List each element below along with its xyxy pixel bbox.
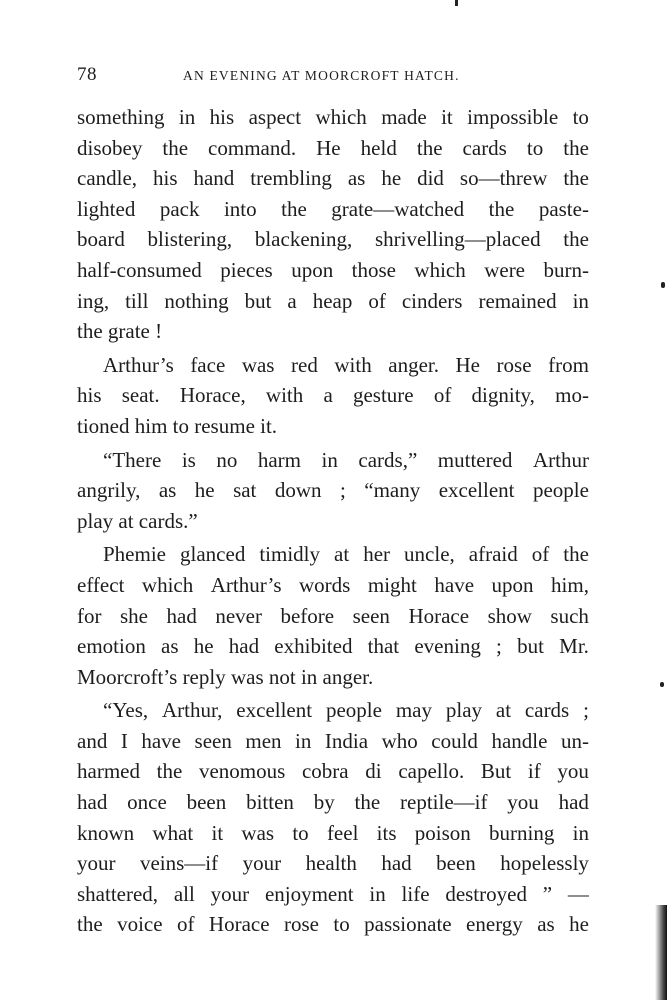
word: the <box>354 790 381 815</box>
word: your <box>242 851 282 876</box>
word: a <box>323 383 333 408</box>
word: in <box>572 288 589 313</box>
word: had <box>166 603 197 628</box>
word: cards <box>524 698 570 723</box>
word: harm <box>257 447 302 472</box>
text-line <box>77 787 589 818</box>
text-line <box>77 631 589 662</box>
word: for <box>77 603 102 628</box>
word: Arthur’s <box>210 572 282 597</box>
word: it <box>441 105 453 129</box>
word: the <box>563 227 589 252</box>
word: may <box>395 698 432 723</box>
word: effect <box>77 572 125 597</box>
word: uncle, <box>404 542 455 567</box>
text-line <box>77 570 589 601</box>
word: half-consumed <box>77 257 202 282</box>
word: health <box>305 851 357 876</box>
word: Horace <box>208 912 270 937</box>
page-number: 78 <box>77 64 97 85</box>
ink-speck <box>455 0 458 6</box>
text-line <box>77 879 589 910</box>
word: held <box>360 135 397 160</box>
word: reptile—if <box>400 790 488 815</box>
text-line <box>77 756 589 787</box>
word: in <box>572 820 589 845</box>
word: exhibited <box>274 634 353 659</box>
text-line: the grate ! <box>77 319 163 344</box>
word: your <box>210 881 250 906</box>
text-line <box>77 818 589 849</box>
word: — <box>567 881 589 906</box>
word: ing, <box>77 288 110 313</box>
word: nothing <box>164 288 229 313</box>
word: venomous <box>198 759 286 784</box>
text-line <box>77 445 589 476</box>
word: hopelessly <box>500 851 589 876</box>
word: blistering, <box>147 227 233 252</box>
word: angrily, <box>77 478 141 503</box>
word: aspect <box>248 105 302 129</box>
word: its <box>376 820 397 845</box>
text-line <box>77 133 589 164</box>
text-line: play at cards.” <box>77 508 198 533</box>
word: the <box>156 759 183 784</box>
word: been <box>436 851 476 876</box>
word: had <box>77 790 108 815</box>
word: emotion <box>77 634 146 659</box>
word: candle, <box>77 166 138 191</box>
word: he <box>194 478 215 503</box>
word: burning <box>489 820 555 845</box>
text-line <box>77 726 589 757</box>
word: lighted <box>77 196 136 221</box>
word: of <box>531 542 550 567</box>
word: you <box>557 759 589 784</box>
word: so—threw <box>459 166 548 191</box>
word: “Yes, <box>103 698 149 723</box>
word: harmed <box>77 759 140 784</box>
word: of <box>433 383 452 408</box>
word: heap <box>312 288 353 313</box>
word: is <box>181 447 196 472</box>
word: might <box>367 572 417 597</box>
word: trembling <box>250 166 332 191</box>
word: she <box>120 603 148 628</box>
word: cards,” <box>358 447 418 472</box>
word: He <box>316 135 341 160</box>
word: which <box>414 257 466 282</box>
word: the <box>77 912 103 937</box>
word: in <box>295 728 312 753</box>
word: your <box>77 851 116 876</box>
word: energy <box>466 912 523 937</box>
word: as <box>158 478 177 503</box>
word: the <box>416 135 443 160</box>
word: his <box>77 383 102 408</box>
word: but <box>517 634 544 659</box>
word: his <box>209 105 235 129</box>
word: cards <box>462 135 507 160</box>
word: was <box>241 352 275 377</box>
word: “many <box>364 478 421 503</box>
word: had <box>381 851 412 876</box>
word: he <box>193 634 214 659</box>
text-line <box>77 224 589 255</box>
word: and <box>77 728 108 753</box>
word: “There <box>103 447 162 472</box>
word: timidly <box>259 542 321 567</box>
word: been <box>186 790 227 815</box>
word: shattered, <box>77 881 159 906</box>
word: no <box>216 447 238 472</box>
word: were <box>484 257 526 282</box>
word: as <box>347 166 366 191</box>
word: by <box>313 790 335 815</box>
word: could <box>431 728 478 753</box>
word: but <box>244 288 272 313</box>
text-line: Moorcroft’s reply was not in anger. <box>77 664 374 689</box>
word: the <box>281 196 307 221</box>
word: He <box>455 352 481 377</box>
text-line <box>77 475 589 506</box>
word: words <box>299 572 351 597</box>
word: did <box>417 166 444 191</box>
word: But <box>480 759 512 784</box>
word: Horace <box>408 603 470 628</box>
word: anger. <box>388 352 439 377</box>
word: was <box>241 820 275 845</box>
word: rose <box>496 352 532 377</box>
word: which <box>141 572 194 597</box>
text-line <box>77 350 589 381</box>
word: pack <box>159 196 200 221</box>
word: upon <box>291 257 334 282</box>
word: if <box>527 759 541 784</box>
word: board <box>77 227 125 252</box>
page-header <box>77 64 589 88</box>
text-line: tioned him to resume it. <box>77 413 278 438</box>
word: command. <box>208 135 297 160</box>
word: in <box>178 105 196 129</box>
word: into <box>223 196 257 221</box>
word: show <box>487 603 532 628</box>
body-text <box>77 102 589 940</box>
text-line <box>77 380 589 411</box>
word: something <box>77 105 165 129</box>
word: voice <box>117 912 163 937</box>
word: Arthur <box>532 447 589 472</box>
word: you <box>507 790 539 815</box>
word: afraid <box>468 542 518 567</box>
text-line <box>77 695 589 726</box>
word: of <box>176 912 195 937</box>
word: people <box>325 698 382 723</box>
word: bitten <box>246 790 294 815</box>
word: excellent <box>236 698 313 723</box>
word: India <box>324 728 369 753</box>
word: remained <box>478 288 557 313</box>
word: shrivelling—placed <box>374 227 541 252</box>
word: blackening, <box>254 227 353 252</box>
word: as <box>161 634 179 659</box>
word: with <box>265 383 304 408</box>
word: veins—if <box>139 851 219 876</box>
word: it <box>211 820 224 845</box>
word: mo- <box>555 383 589 408</box>
text-line <box>77 601 589 632</box>
text-line <box>77 194 589 225</box>
word: burn- <box>543 257 589 282</box>
word: to <box>572 105 589 129</box>
word: handle <box>491 728 548 753</box>
word: excellent <box>438 478 515 503</box>
word: gesture <box>352 383 414 408</box>
word: with <box>334 352 372 377</box>
word: the <box>488 196 515 221</box>
word: to <box>333 912 350 937</box>
word: all <box>173 881 195 906</box>
word: feel <box>326 820 359 845</box>
word: Phemie <box>103 542 166 567</box>
text-line <box>77 909 589 940</box>
running-head: AN EVENING AT MOORCROFT HATCH. <box>183 68 460 83</box>
word: ” <box>542 881 553 906</box>
word: made <box>381 105 427 129</box>
word: in <box>369 881 386 906</box>
word: glanced <box>180 542 246 567</box>
word: her <box>363 542 391 567</box>
word: impossible <box>467 105 559 129</box>
word: pieces <box>220 257 273 282</box>
word: till <box>125 288 149 313</box>
word: play <box>445 698 483 723</box>
word: from <box>548 352 589 377</box>
word: at <box>495 698 512 723</box>
word: him, <box>551 572 589 597</box>
word: he <box>569 912 589 937</box>
word: muttered <box>437 447 513 472</box>
text-line <box>77 102 589 133</box>
word: the <box>162 135 189 160</box>
word: have <box>434 572 475 597</box>
word: a <box>287 288 297 313</box>
word: paste- <box>538 196 589 221</box>
word: poison <box>414 820 471 845</box>
word: in <box>321 447 338 472</box>
text-line <box>77 255 589 286</box>
word: evening <box>414 634 481 659</box>
word: the <box>563 135 589 160</box>
word: that <box>367 634 400 659</box>
ink-speck <box>660 682 664 687</box>
word: had <box>228 634 260 659</box>
word: Mr. <box>559 634 589 659</box>
word: ; <box>496 634 502 659</box>
word: men <box>245 728 282 753</box>
word: to <box>292 820 309 845</box>
word: cobra <box>301 759 349 784</box>
word: un- <box>560 728 589 753</box>
word: I <box>120 728 128 753</box>
ink-speck <box>661 282 665 288</box>
word: ; <box>339 478 346 503</box>
word: di <box>365 759 382 784</box>
word: which <box>315 105 367 129</box>
word: never <box>215 603 262 628</box>
word: who <box>381 728 418 753</box>
word: hand <box>193 166 235 191</box>
word: the <box>563 166 589 191</box>
word: Arthur’s <box>103 352 174 377</box>
word: upon <box>491 572 534 597</box>
word: down <box>274 478 322 503</box>
word: dignity, <box>471 383 535 408</box>
word: seen <box>194 728 232 753</box>
word: at <box>334 542 350 567</box>
text-line <box>77 163 589 194</box>
word: known <box>77 820 135 845</box>
word: had <box>558 790 589 815</box>
word: face <box>190 352 226 377</box>
word: life <box>401 881 430 906</box>
text-line <box>77 848 589 879</box>
text-line <box>77 286 589 317</box>
word: those <box>351 257 396 282</box>
word: capello. <box>398 759 465 784</box>
word: cinders <box>401 288 463 313</box>
word: disobey <box>77 135 143 160</box>
word: red <box>291 352 318 377</box>
word: such <box>550 603 589 628</box>
word: people <box>532 478 589 503</box>
word: to <box>526 135 544 160</box>
word: of <box>368 288 386 313</box>
word: sat <box>233 478 257 503</box>
word: seat. <box>121 383 160 408</box>
word: seen <box>352 603 390 628</box>
text-line <box>77 539 589 570</box>
word: as <box>537 912 555 937</box>
word: once <box>127 790 167 815</box>
word: his <box>153 166 178 191</box>
word: have <box>141 728 182 753</box>
page-edge-shadow <box>655 905 667 1000</box>
word: rose <box>283 912 319 937</box>
word: enjoyment <box>264 881 354 906</box>
word: Arthur, <box>162 698 223 723</box>
word: he <box>381 166 402 191</box>
word: what <box>152 820 194 845</box>
word: the <box>563 542 589 567</box>
word: destroyed <box>445 881 527 906</box>
word: passionate <box>364 912 452 937</box>
word: Horace, <box>179 383 246 408</box>
word: before <box>280 603 335 628</box>
word: ; <box>583 698 589 723</box>
word: grate—watched <box>331 196 465 221</box>
